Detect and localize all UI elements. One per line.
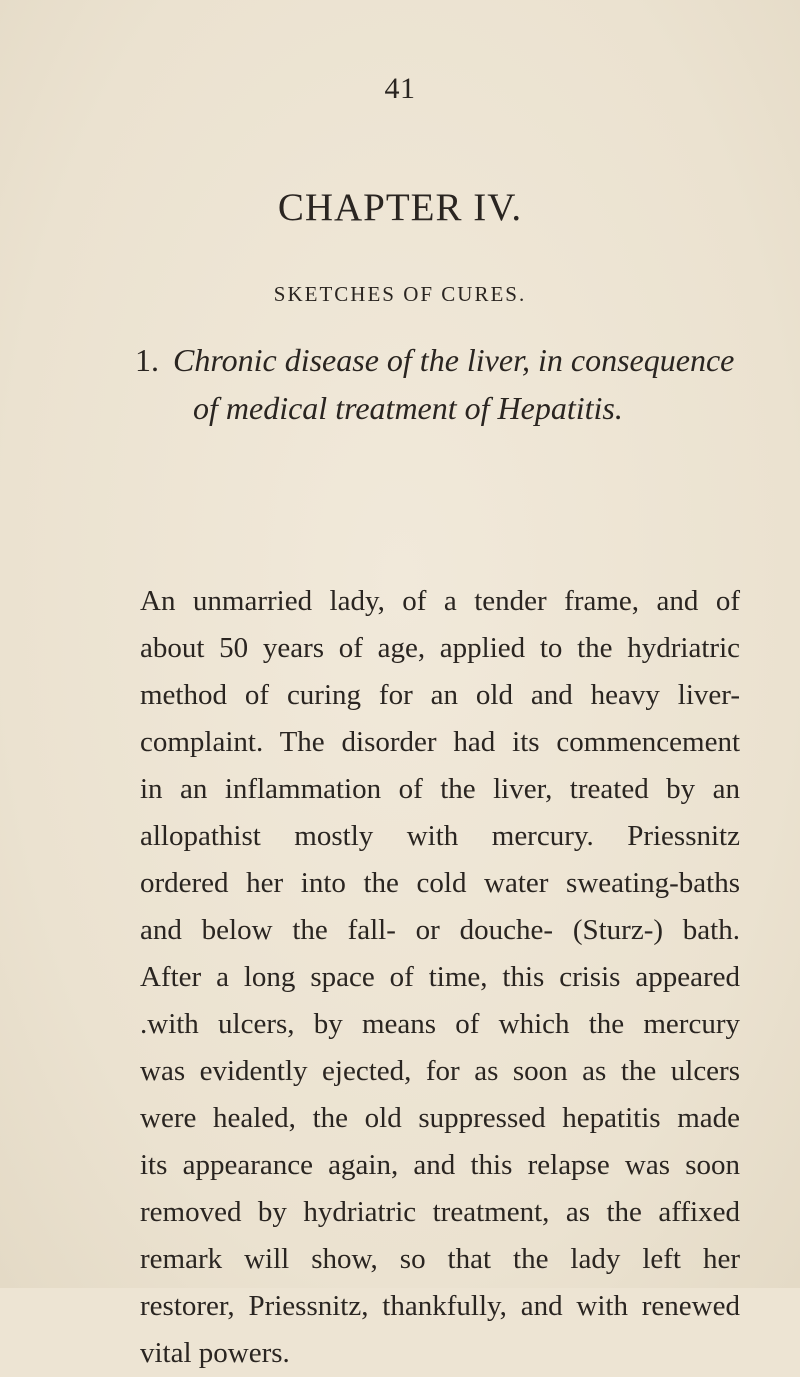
body-line: removed by hydriatric treatment, as the affixed (140, 1196, 740, 1228)
body-line: about 50 years of age, applied to the hydriatric (140, 632, 740, 664)
page-number: 41 (384, 72, 416, 105)
body-line: in an inflammation of the liver, treated by an (140, 773, 740, 805)
body-line: .with ulcers, by means of which the mercury (140, 1008, 740, 1040)
body-line: restorer, Priessnitz, thankfully, and with renewed (140, 1290, 740, 1322)
case-title-line-2: of medical treatment of Hepatitis. (193, 390, 623, 426)
body-line: ordered her into the cold water sweating-baths (140, 867, 740, 899)
section-heading: SKETCHES OF CURES. (273, 282, 527, 306)
body-line: and below the fall- or douche- (Sturz-) bath. (140, 914, 740, 946)
case-title (135, 336, 735, 432)
chapter-title: CHAPTER IV. (277, 186, 523, 229)
body-line: was evidently ejected, for as soon as the ulcers (140, 1055, 740, 1087)
body-line: method of curing for an old and heavy liver- (140, 679, 740, 711)
case-title-line-1: Chronic disease of the liver, in consequence (173, 342, 735, 378)
body-line: After a long space of time, this crisis appeared (140, 961, 740, 993)
body-line: remark will show, so that the lady left her (140, 1243, 740, 1275)
body-line: An unmarried lady, of a tender frame, and of (140, 585, 740, 617)
body-line: allopathist mostly with mercury. Priessnitz (140, 820, 740, 852)
case-number: 1. (135, 342, 159, 378)
body-line: were healed, the old suppressed hepatitis made (140, 1102, 740, 1134)
body-line: its appearance again, and this relapse was soon (140, 1149, 740, 1181)
body-line: vital powers. (140, 1337, 290, 1369)
body-paragraph (140, 578, 740, 1377)
body-line: complaint. The disorder had its commencement (140, 726, 740, 758)
